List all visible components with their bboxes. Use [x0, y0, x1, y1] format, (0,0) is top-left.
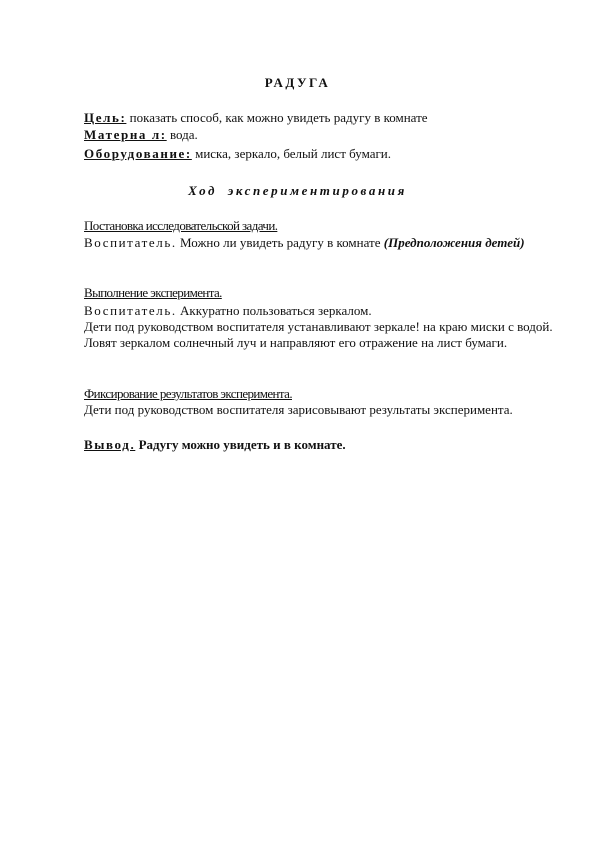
conclusion-text: Радугу можно увидеть и в комнате. [138, 437, 346, 452]
goal-text: показать способ, как можно увидеть радугу в комнате [129, 110, 428, 125]
conclusion-line [84, 437, 564, 453]
section1-heading: Постановка исследовательской задачи. [84, 218, 278, 233]
section3-heading: Фиксирование результатов эксперимента. [84, 386, 292, 401]
section2-heading: Выполнение эксперимента. [84, 285, 222, 300]
section2-speaker: Воспитатель. [84, 303, 177, 318]
section1-note: (Предположения детей) [383, 235, 525, 250]
goal-line [84, 110, 564, 126]
section2-text1: Аккуратно пользоваться зеркалом. [180, 303, 372, 318]
equipment-text: миска, зеркало, белый лист бумаги. [195, 146, 392, 161]
conclusion-label: Вывод. [84, 437, 136, 452]
material-text: вода. [169, 127, 198, 142]
section1-text: Можно ли увидеть радугу в комнате [180, 235, 381, 250]
section2-line1 [84, 303, 564, 319]
material-line [84, 127, 564, 143]
equipment-label: Оборудование: [84, 146, 192, 161]
section2-text2: Дети под руководством воспитателя устанавливают зеркале! на краю миски с водой. Ловят зеркалом солнечный луч и направляют его отражение на лист бумаги. [84, 319, 553, 350]
goal-label: Цель: [84, 110, 127, 125]
section1-speaker: Воспитатель. [84, 235, 177, 250]
section3-text: Дети под руководством воспитателя зарисовывают результаты эксперимента. [84, 402, 513, 417]
material-label: Матерна л: [84, 127, 167, 142]
equipment-line [84, 146, 564, 162]
section1-body [84, 235, 564, 251]
course-heading: Ход экспериментирования [188, 183, 407, 198]
document-title: РАДУГА [264, 75, 331, 90]
